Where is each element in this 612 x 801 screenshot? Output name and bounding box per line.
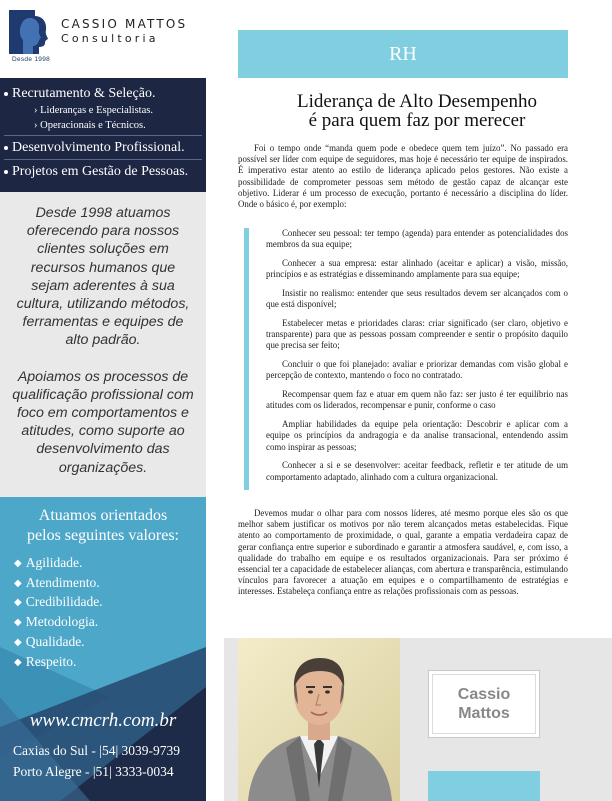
principle-item: Conhecer seu pessoal: ter tempo (agenda) para entender as potencialidades dos membros da sua equipe; <box>266 228 568 250</box>
author-photo <box>238 638 400 801</box>
article-intro: Foi o tempo onde “manda quem pode e obedece quem tem juízo”. No passado era possível ser líder com equipe de seguidores, mas hoje é necessário ter equipe de inspirados. É imperativo estar atento ao estilo de liderança aplicado pelos gestores. Não existe a possibilidade de comprometer pessoas sem método de gestão capaz de alcançar este objetivo. Liderar é um processo de execução, portanto é necessário a disciplina do líder. Onde o básico é, por exemplo: <box>238 143 568 210</box>
phone-caxias: Caxias do Sul - |54| 3039-9739 <box>13 743 181 758</box>
value-item: ◆ Agilidade. <box>14 555 83 570</box>
phone-porto-alegre: Porto Alegre - |51| 3333-0034 <box>13 764 174 779</box>
diamond-bullet-icon: ◆ <box>14 617 22 629</box>
logo-face-icon <box>9 10 53 54</box>
value-item: ◆ Credibilidade. <box>14 594 103 610</box>
accent-bottom-bar <box>428 771 540 801</box>
values-title: Atuamos orientados pelos seguintes valores: <box>27 507 179 544</box>
bullet-icon <box>4 170 8 174</box>
value-item: ◆ Qualidade. <box>14 633 85 649</box>
author-first-name: Cassio <box>457 686 511 703</box>
about-panel <box>0 192 206 497</box>
services-panel <box>0 78 206 192</box>
article-closing: Devemos mudar o olhar para com nossos líderes, até mesmo porque eles são os que melhor sabem justificar os motivos por não terem alcançados metas estabelecidas. Fique atento ao comportamento de proximidade, o qual, garante a empatia verdadeira capaz de gerar confiança entre superior e subordinado e garantir a atmosfera saudável, e, com isso, a qualidade do trabalho em equipe e os resultados organizacionais. Para ser próximo é essencial ter a capacidade de estabelecer alianças, com abertura e transparência, estimulando vínculos para favorecer a atuação em equipes e o compartilhamento de estratégias e interesses. Estabeleça confiança entre as relações profissionais com as pessoas. <box>238 508 568 597</box>
diamond-bullet-icon: ◆ <box>14 577 22 589</box>
section-banner: RH <box>238 30 568 78</box>
principle-item: Insistir no realismo: entender que seus resultados devem ser alcançados com o que está disponível; <box>266 288 568 310</box>
service-recruitment: Recrutamento & Seleção. <box>4 84 206 103</box>
sidebar <box>0 0 206 801</box>
phone-numbers <box>13 740 180 782</box>
principle-item: Recompensar quem faz e atuar em quem não faz: ser justo é ter equilíbrio nas atitudes com os liderados, recompensar e punir, conforme o caso <box>266 389 568 411</box>
service-sub-leadership: › Lideranças e Especialistas. <box>34 105 153 116</box>
about-paragraph-1: Desde 1998 atuamos oferecendo para nossos clientes soluções em recursos humanos que sejam aderentes à sua cultura, utilizando métodos, ferramentas e equipes de alto padrão. <box>16 205 190 349</box>
accent-bar <box>244 228 249 490</box>
logo-since: Desde 1998 <box>11 56 51 63</box>
logo-subtitle: Consultoria <box>61 32 159 45</box>
service-development: Desenvolvimento Profissional. <box>4 138 206 157</box>
diamond-bullet-icon: ◆ <box>14 636 22 648</box>
company-logo <box>0 0 206 78</box>
principles-list <box>266 228 568 490</box>
principles-block <box>244 228 568 490</box>
principle-item: Conhecer a si e se desenvolver: aceitar feedback, refletir e ter atitude de um comportamento adaptado, alinhado com a cultura organizacional. <box>266 460 568 482</box>
divider <box>4 135 202 136</box>
diamond-bullet-icon: ◆ <box>14 597 22 609</box>
values-panel <box>0 497 206 801</box>
principle-item: Conhecer a sua empresa: estar alinhado (aceitar e aplicar) a visão, missão, princípios e as estratégias e disseminando amplamente para sua equipe; <box>266 258 568 280</box>
value-item: ◆ Respeito. <box>14 653 77 669</box>
principle-item: Ampliar habilidades da equipe pela orientação: Descobrir e aplicar com a equipe os princípios da andragogia e da analise transacional, entendendo assim como inspirar as pessoas; <box>266 419 568 452</box>
author-last-name: Mattos <box>458 705 510 722</box>
logo-name: CASSIO MATTOS <box>61 17 188 31</box>
service-sub-operational: › Operacionais e Técnicos. <box>34 120 146 131</box>
value-item: ◆ Metodologia. <box>14 614 99 630</box>
diamond-bullet-icon: ◆ <box>14 558 22 569</box>
service-projects: Projetos em Gestão de Pessoas. <box>4 162 206 181</box>
article-title: Liderança de Alto Desempenho é para quem faz por merecer <box>296 91 538 131</box>
principle-item: Concluir o que foi planejado: avaliar e priorizar demandas com visão global e percepção de contexto, mantendo o foco no contratado. <box>266 359 568 381</box>
about-paragraph-2: Apoiamos os processos de qualificação profissional com foco em comportamentos e atitudes, como suporte ao desenvolvimento das organizações. <box>12 368 194 476</box>
value-item: ◆ Atendimento. <box>14 574 100 590</box>
principle-item: Estabelecer metas e prioridades claras: criar significado (ser claro, objetivo e transparente) para que as pessoas possam compreender e sentir o propósito daquilo que precisa ser feito; <box>266 318 568 351</box>
divider <box>4 159 202 160</box>
bullet-icon <box>4 146 8 150</box>
bullet-icon <box>4 92 8 96</box>
values-list <box>0 554 206 672</box>
diamond-bullet-icon: ◆ <box>14 656 22 668</box>
website-link[interactable]: www.cmcrh.com.br <box>29 710 177 731</box>
author-name-card <box>428 670 540 738</box>
